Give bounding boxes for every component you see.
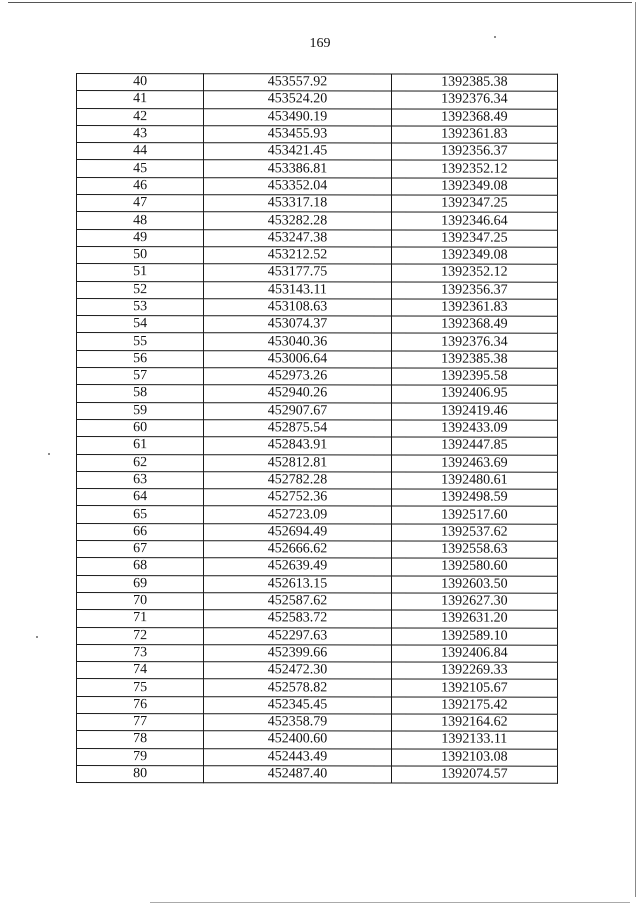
x-coordinate-cell: 452297.63 bbox=[204, 627, 391, 645]
table-row bbox=[77, 731, 558, 749]
point-number-cell: 67 bbox=[77, 541, 204, 558]
y-coordinate-cell: 1392631.20 bbox=[391, 610, 557, 628]
point-number-cell: 66 bbox=[77, 523, 204, 540]
table-row bbox=[77, 575, 558, 593]
x-coordinate-cell: 452399.66 bbox=[204, 644, 391, 662]
y-coordinate-cell: 1392395.58 bbox=[391, 368, 557, 386]
point-number-cell: 77 bbox=[77, 713, 204, 730]
x-coordinate-cell: 453212.52 bbox=[204, 247, 391, 265]
point-number-cell: 69 bbox=[77, 575, 204, 592]
y-coordinate-cell: 1392175.42 bbox=[391, 697, 557, 715]
x-coordinate-cell: 453386.81 bbox=[204, 160, 391, 178]
point-number-cell: 74 bbox=[77, 662, 204, 679]
x-coordinate-cell: 453006.64 bbox=[204, 350, 391, 368]
point-number-cell: 57 bbox=[77, 368, 204, 385]
x-coordinate-cell: 452940.26 bbox=[204, 385, 391, 403]
y-coordinate-cell: 1392558.63 bbox=[391, 541, 557, 559]
x-coordinate-cell: 452639.49 bbox=[204, 558, 391, 576]
page-edge-right bbox=[635, 2, 636, 897]
table-row bbox=[77, 662, 558, 680]
table-row bbox=[77, 246, 558, 264]
point-number-cell: 40 bbox=[77, 74, 204, 91]
point-number-cell: 72 bbox=[77, 627, 204, 644]
point-number-cell: 60 bbox=[77, 419, 204, 436]
y-coordinate-cell: 1392385.38 bbox=[391, 351, 557, 369]
y-coordinate-cell: 1392603.50 bbox=[391, 576, 557, 594]
scan-speck bbox=[36, 636, 38, 638]
table-row bbox=[77, 333, 558, 351]
x-coordinate-cell: 452587.62 bbox=[204, 593, 391, 611]
table-row bbox=[77, 765, 558, 783]
page-edge-bottom bbox=[150, 902, 630, 903]
table-row bbox=[77, 748, 558, 766]
x-coordinate-cell: 453177.75 bbox=[204, 264, 391, 282]
x-coordinate-cell: 453524.20 bbox=[204, 91, 391, 109]
page-number: 169 bbox=[309, 36, 331, 51]
y-coordinate-cell: 1392349.08 bbox=[391, 247, 557, 265]
y-coordinate-cell: 1392346.64 bbox=[391, 212, 557, 230]
y-coordinate-cell: 1392419.46 bbox=[391, 403, 557, 421]
point-number-cell: 68 bbox=[77, 558, 204, 575]
table-row bbox=[77, 471, 558, 489]
y-coordinate-cell: 1392352.12 bbox=[391, 264, 557, 282]
table-body bbox=[77, 74, 558, 784]
x-coordinate-cell: 452472.30 bbox=[204, 662, 391, 680]
y-coordinate-cell: 1392352.12 bbox=[391, 160, 557, 178]
point-number-cell: 54 bbox=[77, 316, 204, 333]
table-row bbox=[77, 108, 558, 126]
point-number-cell: 59 bbox=[77, 402, 204, 419]
x-coordinate-cell: 452487.40 bbox=[204, 766, 391, 784]
point-number-cell: 79 bbox=[77, 748, 204, 765]
point-number-cell: 64 bbox=[77, 489, 204, 506]
point-number-cell: 78 bbox=[77, 731, 204, 748]
table-row bbox=[77, 160, 558, 178]
scan-speck bbox=[48, 453, 50, 455]
table-row bbox=[77, 454, 558, 472]
point-number-cell: 52 bbox=[77, 281, 204, 298]
table-row bbox=[77, 592, 558, 610]
table-row bbox=[77, 229, 558, 247]
coordinates-table bbox=[76, 73, 558, 784]
table-row bbox=[77, 627, 558, 645]
x-coordinate-cell: 452907.67 bbox=[204, 402, 391, 420]
x-coordinate-cell: 452782.28 bbox=[204, 472, 391, 490]
table-row bbox=[77, 350, 558, 368]
y-coordinate-cell: 1392356.37 bbox=[391, 282, 557, 300]
table-row bbox=[77, 143, 558, 161]
x-coordinate-cell: 453455.93 bbox=[204, 126, 391, 144]
point-number-cell: 71 bbox=[77, 610, 204, 627]
table-row bbox=[77, 679, 558, 697]
table-row bbox=[77, 644, 558, 662]
y-coordinate-cell: 1392103.08 bbox=[391, 749, 557, 767]
table-row bbox=[77, 610, 558, 628]
page-edge-top bbox=[8, 2, 632, 3]
table-row bbox=[77, 558, 558, 576]
table-row bbox=[77, 74, 558, 92]
point-number-cell: 73 bbox=[77, 644, 204, 661]
y-coordinate-cell: 1392447.85 bbox=[391, 437, 557, 455]
point-number-cell: 70 bbox=[77, 592, 204, 609]
y-coordinate-cell: 1392480.61 bbox=[391, 472, 557, 490]
point-number-cell: 47 bbox=[77, 195, 204, 212]
y-coordinate-cell: 1392517.60 bbox=[391, 506, 557, 524]
y-coordinate-cell: 1392356.37 bbox=[391, 143, 557, 161]
point-number-cell: 61 bbox=[77, 437, 204, 454]
table-row bbox=[77, 264, 558, 282]
y-coordinate-cell: 1392463.69 bbox=[391, 455, 557, 473]
point-number-cell: 41 bbox=[77, 91, 204, 108]
table-row bbox=[77, 489, 558, 507]
table-row bbox=[77, 385, 558, 403]
y-coordinate-cell: 1392347.25 bbox=[391, 195, 557, 213]
y-coordinate-cell: 1392627.30 bbox=[391, 593, 557, 611]
point-number-cell: 76 bbox=[77, 696, 204, 713]
x-coordinate-cell: 453490.19 bbox=[204, 108, 391, 126]
x-coordinate-cell: 453317.18 bbox=[204, 195, 391, 213]
y-coordinate-cell: 1392074.57 bbox=[391, 766, 557, 784]
point-number-cell: 45 bbox=[77, 160, 204, 177]
table-row bbox=[77, 696, 558, 714]
x-coordinate-cell: 453282.28 bbox=[204, 212, 391, 230]
table-row bbox=[77, 212, 558, 230]
point-number-cell: 50 bbox=[77, 246, 204, 263]
y-coordinate-cell: 1392433.09 bbox=[391, 420, 557, 438]
table-row bbox=[77, 195, 558, 213]
y-coordinate-cell: 1392498.59 bbox=[391, 489, 557, 507]
table-row bbox=[77, 437, 558, 455]
x-coordinate-cell: 452752.36 bbox=[204, 489, 391, 507]
y-coordinate-cell: 1392537.62 bbox=[391, 524, 557, 542]
point-number-cell: 44 bbox=[77, 143, 204, 160]
x-coordinate-cell: 453421.45 bbox=[204, 143, 391, 161]
y-coordinate-cell: 1392361.83 bbox=[391, 126, 557, 144]
table-row bbox=[77, 713, 558, 731]
point-number-cell: 80 bbox=[77, 765, 204, 782]
y-coordinate-cell: 1392589.10 bbox=[391, 627, 557, 645]
x-coordinate-cell: 453108.63 bbox=[204, 299, 391, 317]
point-number-cell: 53 bbox=[77, 298, 204, 315]
y-coordinate-cell: 1392133.11 bbox=[391, 731, 557, 749]
x-coordinate-cell: 452358.79 bbox=[204, 714, 391, 732]
x-coordinate-cell: 453247.38 bbox=[204, 229, 391, 247]
point-number-cell: 65 bbox=[77, 506, 204, 523]
y-coordinate-cell: 1392361.83 bbox=[391, 299, 557, 317]
table-row bbox=[77, 419, 558, 437]
table-row bbox=[77, 298, 558, 316]
point-number-cell: 42 bbox=[77, 108, 204, 125]
point-number-cell: 49 bbox=[77, 229, 204, 246]
point-number-cell: 63 bbox=[77, 471, 204, 488]
x-coordinate-cell: 452443.49 bbox=[204, 748, 391, 766]
table-row bbox=[77, 281, 558, 299]
table-row bbox=[77, 541, 558, 559]
y-coordinate-cell: 1392406.95 bbox=[391, 385, 557, 403]
x-coordinate-cell: 452400.60 bbox=[204, 731, 391, 749]
x-coordinate-cell: 453352.04 bbox=[204, 177, 391, 195]
x-coordinate-cell: 452843.91 bbox=[204, 437, 391, 455]
y-coordinate-cell: 1392269.33 bbox=[391, 662, 557, 680]
y-coordinate-cell: 1392376.34 bbox=[391, 91, 557, 109]
y-coordinate-cell: 1392368.49 bbox=[391, 316, 557, 334]
x-coordinate-cell: 453040.36 bbox=[204, 333, 391, 351]
point-number-cell: 58 bbox=[77, 385, 204, 402]
x-coordinate-cell: 452723.09 bbox=[204, 506, 391, 524]
y-coordinate-cell: 1392349.08 bbox=[391, 178, 557, 196]
x-coordinate-cell: 453143.11 bbox=[204, 281, 391, 299]
y-coordinate-cell: 1392580.60 bbox=[391, 558, 557, 576]
table-row bbox=[77, 523, 558, 541]
table-row bbox=[77, 91, 558, 109]
x-coordinate-cell: 452578.82 bbox=[204, 679, 391, 697]
x-coordinate-cell: 452875.54 bbox=[204, 420, 391, 438]
point-number-cell: 62 bbox=[77, 454, 204, 471]
x-coordinate-cell: 452812.81 bbox=[204, 454, 391, 472]
table-row bbox=[77, 316, 558, 334]
y-coordinate-cell: 1392368.49 bbox=[391, 109, 557, 127]
y-coordinate-cell: 1392347.25 bbox=[391, 230, 557, 248]
y-coordinate-cell: 1392105.67 bbox=[391, 679, 557, 697]
table-row bbox=[77, 177, 558, 195]
table-row bbox=[77, 368, 558, 386]
point-number-cell: 55 bbox=[77, 333, 204, 350]
x-coordinate-cell: 452345.45 bbox=[204, 696, 391, 714]
point-number-cell: 46 bbox=[77, 177, 204, 194]
x-coordinate-cell: 453074.37 bbox=[204, 316, 391, 334]
point-number-cell: 75 bbox=[77, 679, 204, 696]
y-coordinate-cell: 1392406.84 bbox=[391, 645, 557, 663]
table-row bbox=[77, 125, 558, 143]
point-number-cell: 43 bbox=[77, 125, 204, 142]
y-coordinate-cell: 1392376.34 bbox=[391, 333, 557, 351]
table-row bbox=[77, 506, 558, 524]
point-number-cell: 56 bbox=[77, 350, 204, 367]
x-coordinate-cell: 452583.72 bbox=[204, 610, 391, 628]
x-coordinate-cell: 453557.92 bbox=[204, 74, 391, 92]
point-number-cell: 48 bbox=[77, 212, 204, 229]
y-coordinate-cell: 1392385.38 bbox=[391, 74, 557, 92]
x-coordinate-cell: 452694.49 bbox=[204, 523, 391, 541]
x-coordinate-cell: 452973.26 bbox=[204, 368, 391, 386]
point-number-cell: 51 bbox=[77, 264, 204, 281]
table-row bbox=[77, 402, 558, 420]
x-coordinate-cell: 452613.15 bbox=[204, 575, 391, 593]
x-coordinate-cell: 452666.62 bbox=[204, 541, 391, 559]
y-coordinate-cell: 1392164.62 bbox=[391, 714, 557, 732]
